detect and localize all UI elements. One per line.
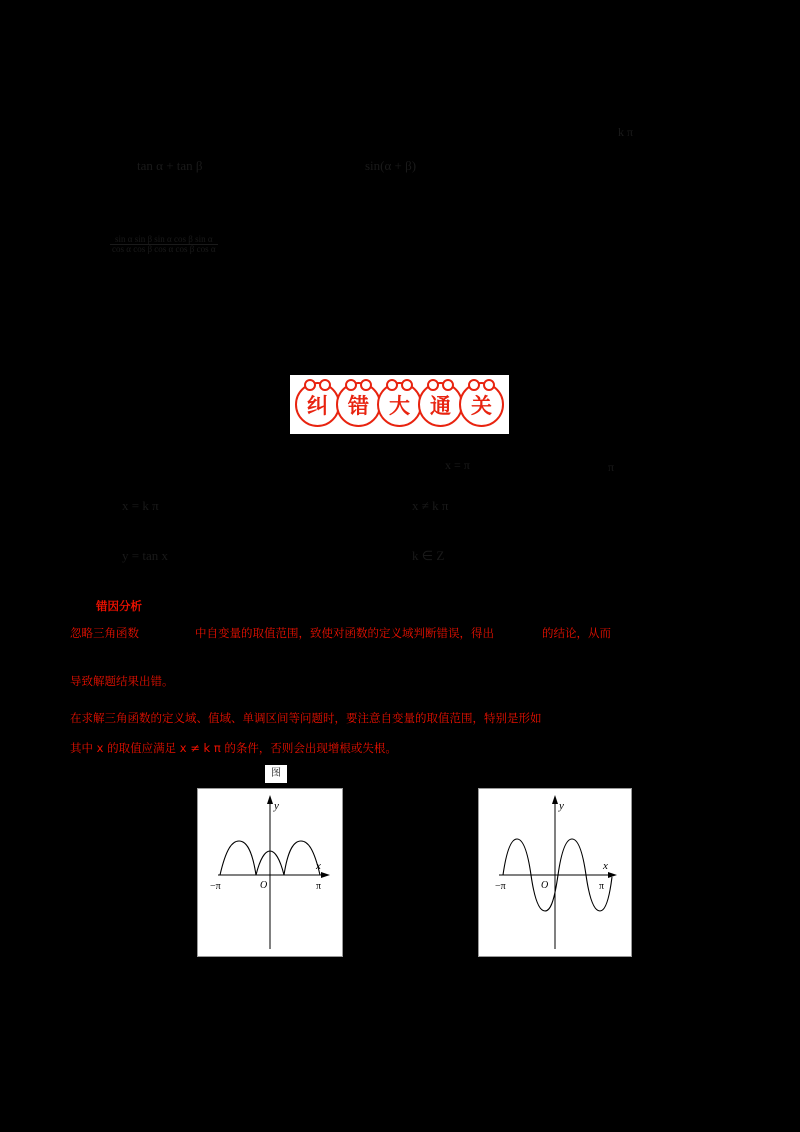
figure-left-svg [198, 789, 342, 956]
banner-char-2: 错 [336, 382, 381, 427]
mid-math-right-line2: k ∈ Z [412, 548, 445, 563]
figure-right-svg [479, 789, 631, 956]
fraction-1: $\frac{\text{sin α sin β sin α cos β sin α}}{\text{cos α cos β cos α cos β cos α}}$ [112, 234, 216, 255]
mid-math-right-line1: x ≠ k π [412, 498, 449, 513]
top-math-right: sin(α + β) [365, 158, 417, 173]
mid-math-left-line1: x = k π [122, 498, 159, 513]
svg-text:−π: −π [495, 881, 506, 892]
para1-part-b: 中自变量的取值范围，致使对函数的定义域判断错误，得出 [195, 626, 494, 640]
mid-math-corner-right: π [608, 460, 615, 474]
error-analysis-para-1 [70, 625, 611, 641]
svg-text:O: O [541, 880, 549, 891]
top-math-left: tan α + tan β [137, 158, 203, 173]
para1-part-c: 的结论，从而 [542, 626, 611, 640]
mid-math-right-top: x = π [445, 458, 470, 472]
error-analysis-para-2: 导致解题结果出错。 [70, 674, 174, 688]
figure-right [478, 788, 632, 957]
svg-text:−π: −π [210, 881, 221, 892]
mid-math-left-line2: y = tan x [122, 548, 168, 563]
error-analysis-para-4: 其中 x 的取值应满足 x ≠ k π 的条件，否则会出现增根或失根。 [70, 741, 397, 755]
svg-text:x: x [316, 860, 321, 872]
svg-text:O: O [260, 880, 268, 891]
svg-text:π: π [316, 881, 322, 892]
error-analysis-para-3: 在求解三角函数的定义域、值域、单调区间等问题时，要注意自变量的取值范围，特别是形如 [70, 711, 542, 725]
figure-caption: 图 [265, 765, 287, 783]
section-banner [290, 375, 509, 434]
banner-char-1: 纠 [295, 382, 340, 427]
figure-left [197, 788, 343, 957]
banner-char-4: 通 [418, 382, 463, 427]
banner-char-3: 大 [377, 382, 422, 427]
error-analysis-heading: 错因分析 [96, 599, 142, 613]
svg-text:y: y [274, 800, 279, 812]
para1-part-a: 忽略三角函数 [70, 626, 139, 640]
top-math-fraction-row [110, 235, 218, 255]
svg-text:π: π [599, 881, 605, 892]
svg-text:y: y [559, 800, 564, 812]
top-math-corner: k π [618, 125, 634, 139]
svg-text:x: x [603, 860, 608, 872]
banner-char-5: 关 [459, 382, 504, 427]
